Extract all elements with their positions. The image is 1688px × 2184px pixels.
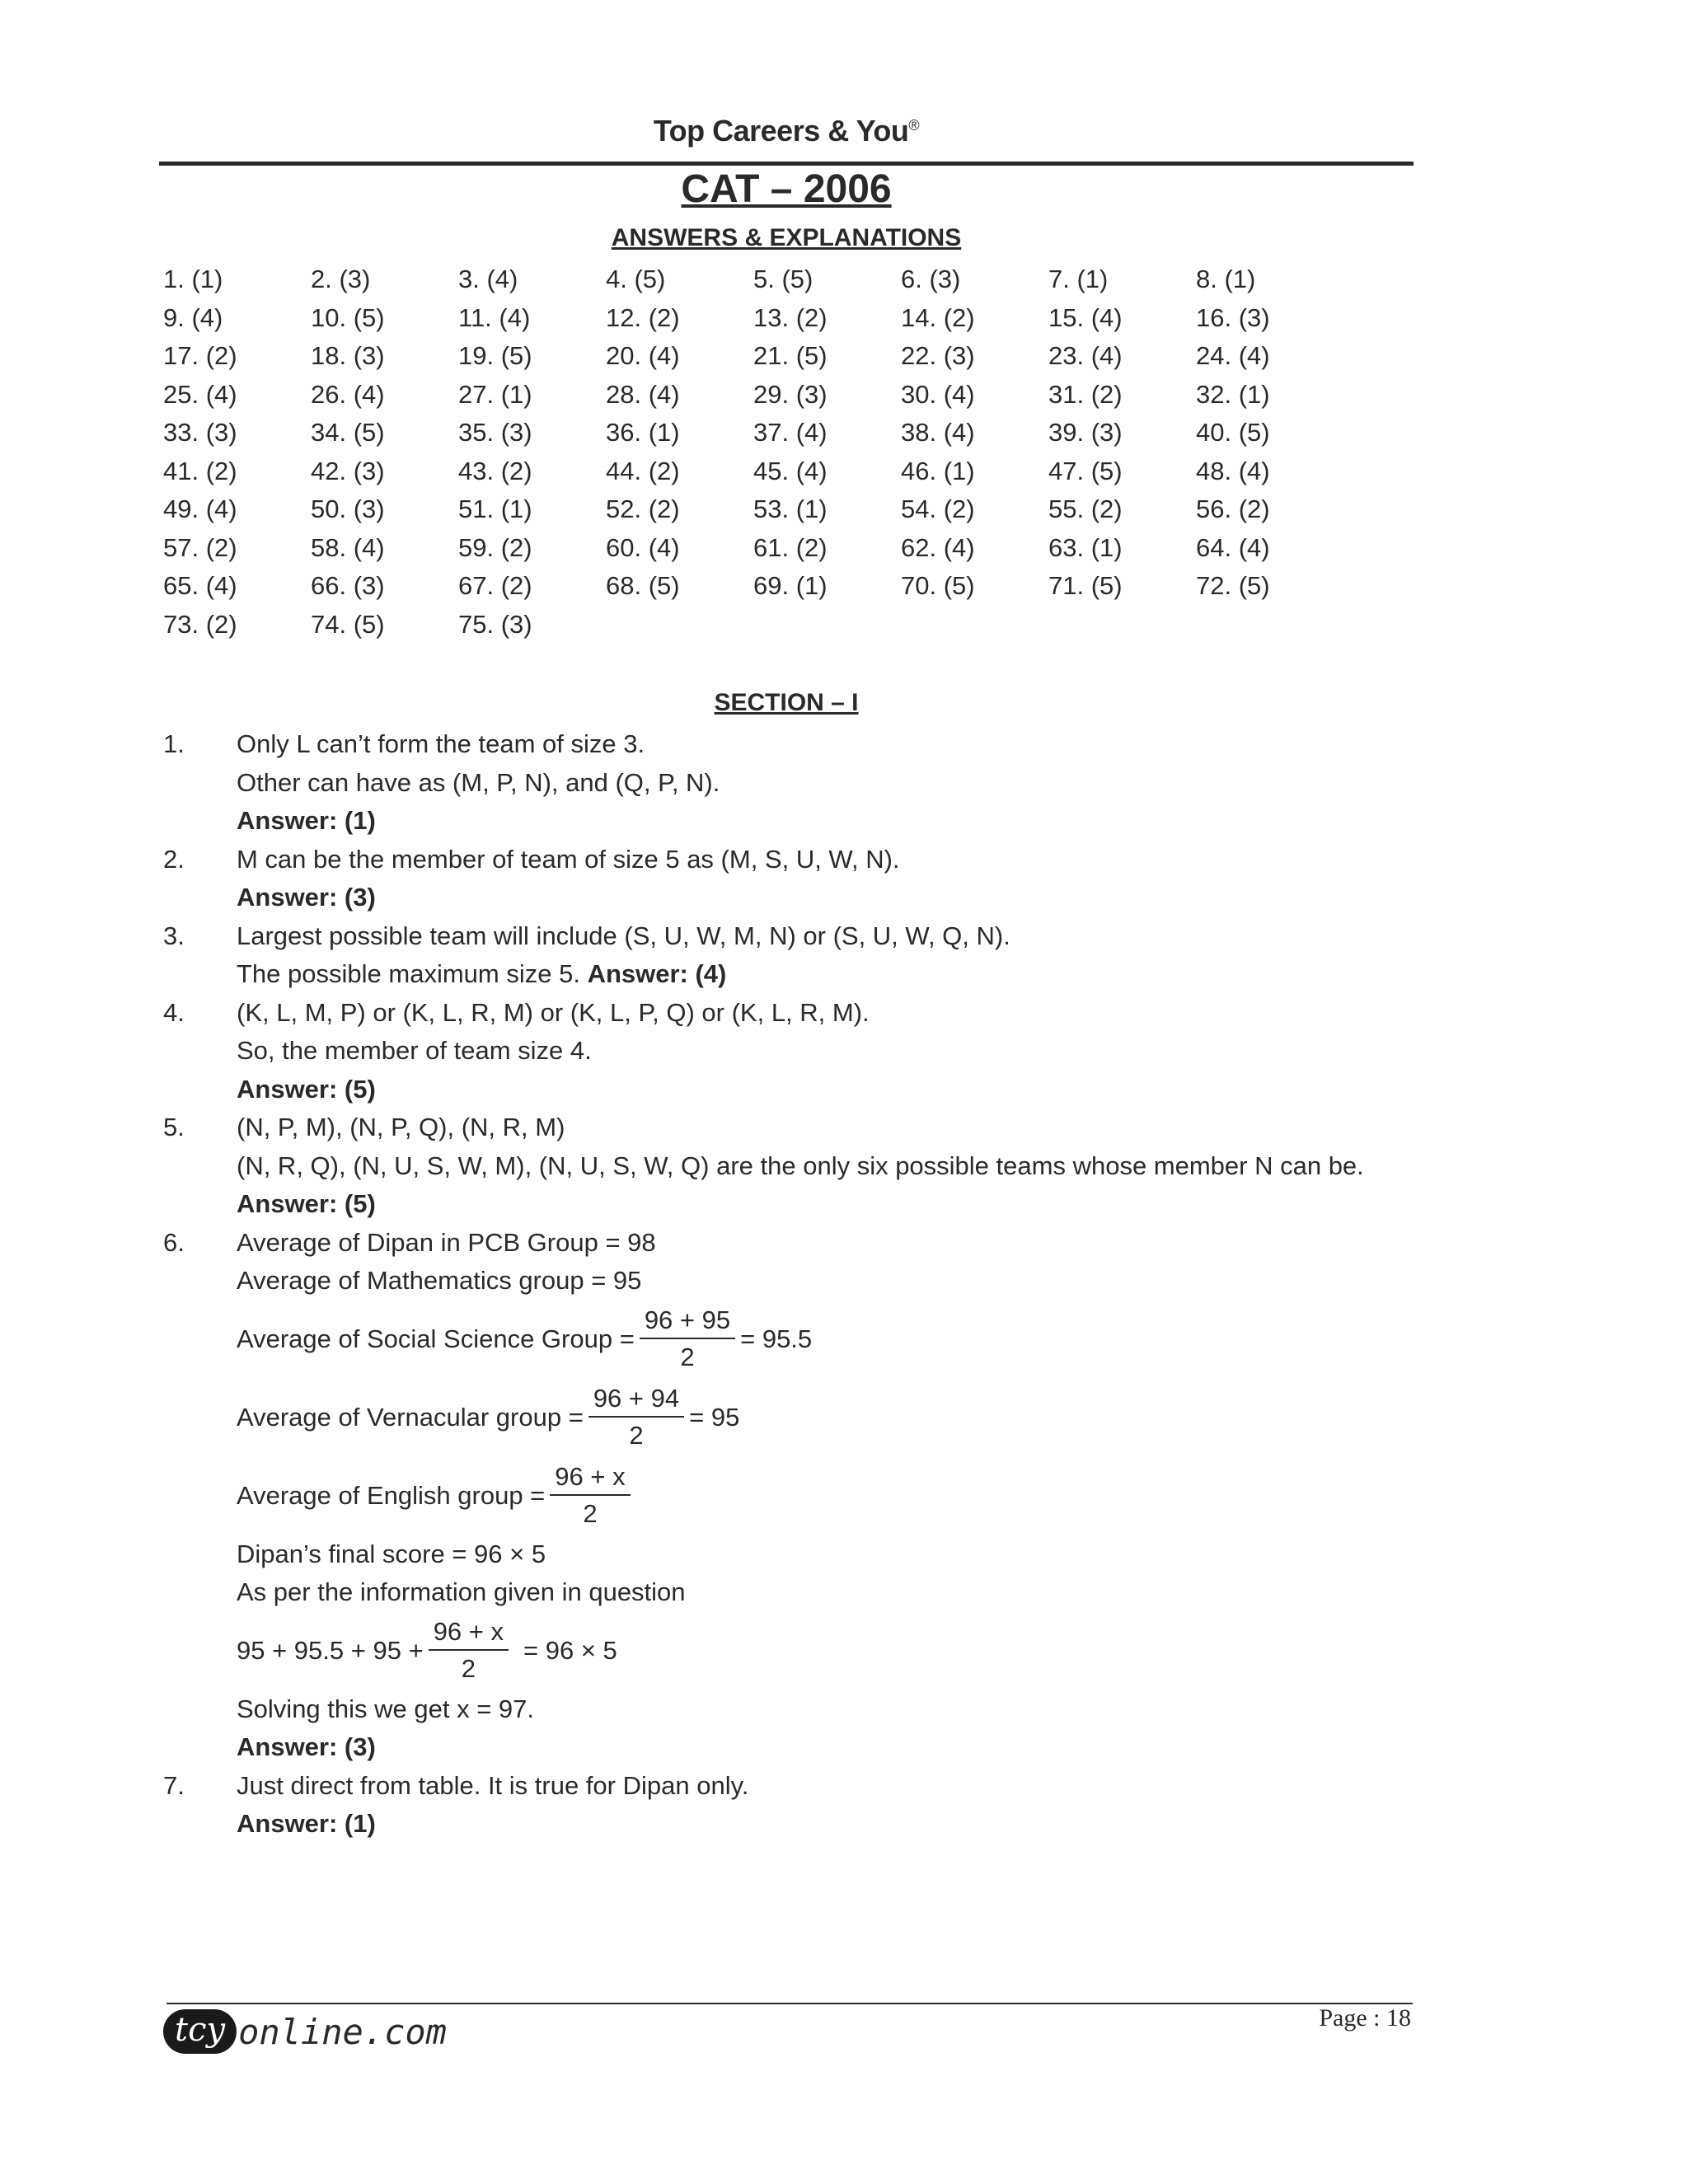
question-number: 4. bbox=[163, 997, 185, 1027]
fraction-denominator: 2 bbox=[461, 1654, 476, 1683]
answer-label: Answer: (5) bbox=[237, 1074, 376, 1104]
question-number: 2. bbox=[163, 844, 185, 874]
explanation-line bbox=[237, 955, 1416, 994]
question-1 bbox=[163, 725, 1416, 841]
answer-key-item: 30. (4) bbox=[901, 379, 975, 409]
answer-key-item: 58. (4) bbox=[311, 532, 385, 562]
answer-key-item: 9. (4) bbox=[163, 302, 223, 332]
answer-key-item: 47. (5) bbox=[1048, 456, 1123, 485]
answer-key-item: 36. (1) bbox=[606, 418, 680, 447]
answer-label: Answer: (4) bbox=[587, 959, 727, 988]
explanation-line: Average of Mathematics group = 95 bbox=[237, 1266, 642, 1295]
answer-key-item: 16. (3) bbox=[1196, 302, 1270, 332]
formula-label: Average of Social Science Group = bbox=[237, 1324, 635, 1353]
page-title: CAT – 2006 bbox=[681, 167, 892, 211]
answer-key-item: 20. (4) bbox=[606, 341, 680, 370]
question-number: 5. bbox=[163, 1113, 185, 1141]
answers-heading: ANSWERS & EXPLANATIONS bbox=[611, 224, 962, 251]
question-number: 6. bbox=[163, 1227, 185, 1257]
fraction bbox=[429, 1616, 509, 1685]
answer-key-item: 45. (4) bbox=[753, 456, 828, 485]
answer-key-item: 43. (2) bbox=[458, 456, 532, 485]
answer-key-item: 73. (2) bbox=[163, 609, 237, 639]
section-title: SECTION – I bbox=[714, 689, 859, 716]
answer-key-item: 34. (5) bbox=[311, 418, 385, 447]
answer-key-item: 26. (4) bbox=[311, 379, 385, 409]
answer-key-item: 2. (3) bbox=[311, 265, 371, 293]
answer-key-item: 67. (2) bbox=[458, 571, 532, 600]
fraction-numerator: 96 + 94 bbox=[588, 1383, 684, 1418]
answer-key-item: 42. (3) bbox=[311, 456, 385, 485]
fraction-denominator: 2 bbox=[583, 1499, 598, 1528]
answer-key-item: 23. (4) bbox=[1048, 341, 1123, 370]
answer-key-item: 66. (3) bbox=[311, 571, 385, 600]
fraction bbox=[588, 1383, 684, 1452]
formula-result: = 95.5 bbox=[740, 1324, 813, 1353]
social-science-formula bbox=[237, 1301, 1416, 1379]
formula-label: Average of English group = bbox=[237, 1481, 546, 1510]
answer-key-item: 65. (4) bbox=[163, 571, 237, 600]
answer-key-item: 1. (1) bbox=[163, 265, 223, 293]
fraction-numerator: 96 + x bbox=[429, 1616, 509, 1651]
vernacular-formula bbox=[237, 1379, 1416, 1457]
answer-key-item: 22. (3) bbox=[901, 341, 975, 370]
footer-rule bbox=[166, 2003, 1413, 2004]
fraction-denominator: 2 bbox=[629, 1421, 644, 1450]
answer-key-item: 40. (5) bbox=[1196, 418, 1270, 447]
answer-key-item: 18. (3) bbox=[311, 341, 385, 370]
answer-key-item: 70. (5) bbox=[901, 571, 975, 600]
answer-key-item: 41. (2) bbox=[163, 456, 237, 485]
english-formula bbox=[237, 1457, 1416, 1535]
answer-key-item: 62. (4) bbox=[901, 532, 975, 562]
question-6 bbox=[163, 1224, 1416, 1767]
fraction-numerator: 96 + 95 bbox=[640, 1305, 735, 1339]
formula-label: Average of Vernacular group = bbox=[237, 1403, 584, 1432]
answer-key-item: 35. (3) bbox=[458, 418, 532, 447]
answer-key-item: 57. (2) bbox=[163, 532, 237, 562]
answer-key-item: 37. (4) bbox=[753, 418, 828, 447]
answer-key-item: 31. (2) bbox=[1048, 379, 1123, 409]
question-7 bbox=[163, 1767, 1416, 1844]
answer-key-item: 6. (3) bbox=[901, 265, 961, 293]
question-2 bbox=[163, 841, 1416, 917]
answer-key-item: 49. (4) bbox=[163, 494, 237, 523]
answer-key-item: 25. (4) bbox=[163, 379, 237, 409]
question-5 bbox=[163, 1108, 1416, 1224]
brand-name: Top Careers & You bbox=[653, 114, 909, 148]
header-rule bbox=[159, 162, 1414, 166]
answer-key-item: 7. (1) bbox=[1048, 265, 1109, 293]
explanation-line: So, the member of team size 4. bbox=[237, 1036, 592, 1065]
explanations-list bbox=[163, 725, 1416, 1844]
question-4 bbox=[163, 994, 1416, 1109]
explanation-line: Other can have as (M, P, N), and (Q, P, N). bbox=[237, 767, 720, 797]
explanation-line: (K, L, M, P) or (K, L, R, M) or (K, L, P, Q) or (K, L, R, M). bbox=[237, 997, 870, 1027]
answer-key-item: 38. (4) bbox=[901, 418, 975, 447]
answer-key-item: 15. (4) bbox=[1048, 302, 1123, 332]
explanation-line: Dipan’s final score = 96 × 5 bbox=[237, 1539, 546, 1568]
answer-key-item: 21. (5) bbox=[753, 341, 828, 370]
answer-key-item: 17. (2) bbox=[163, 341, 237, 370]
brand-header bbox=[159, 114, 1414, 148]
fraction bbox=[640, 1305, 735, 1374]
question-number: 1. bbox=[163, 729, 185, 758]
answer-key-item: 60. (4) bbox=[606, 532, 680, 562]
explanation-line: Average of Dipan in PCB Group = 98 bbox=[237, 1227, 656, 1257]
fraction bbox=[550, 1461, 630, 1530]
answer-key-item: 64. (4) bbox=[1196, 532, 1270, 562]
answer-key-item: 32. (1) bbox=[1196, 379, 1270, 409]
explanation-line: M can be the member of team of size 5 as (M, S, U, W, N). bbox=[237, 844, 900, 874]
answer-key-item: 51. (1) bbox=[458, 494, 532, 523]
fraction-numerator: 96 + x bbox=[550, 1461, 630, 1496]
formula-label: 95 + 95.5 + 95 + bbox=[237, 1636, 424, 1665]
answer-key-item: 68. (5) bbox=[606, 571, 680, 600]
answer-label: Answer: (1) bbox=[237, 1809, 376, 1838]
answer-key-item: 44. (2) bbox=[606, 456, 680, 485]
answer-key-item: 19. (5) bbox=[458, 341, 532, 370]
answer-key-item: 63. (1) bbox=[1048, 532, 1123, 562]
fraction-denominator: 2 bbox=[680, 1343, 695, 1371]
equation-formula bbox=[237, 1612, 1416, 1690]
answer-key-item: 50. (3) bbox=[311, 494, 385, 523]
answer-key-item: 39. (3) bbox=[1048, 418, 1123, 447]
explanation-line: (N, R, Q), (N, U, S, W, M), (N, U, S, W, Q) are the only six possible teams whose member N can be. bbox=[237, 1151, 1364, 1180]
page-number: Page : 18 bbox=[1319, 2004, 1411, 2032]
answer-label: Answer: (3) bbox=[237, 883, 376, 912]
answer-key-item: 59. (2) bbox=[458, 532, 532, 562]
answer-key-item: 3. (4) bbox=[458, 265, 518, 293]
explanation-line: Only L can’t form the team of size 3. bbox=[237, 729, 645, 758]
formula-result: = 95 bbox=[689, 1403, 740, 1432]
answer-key-item: 61. (2) bbox=[753, 532, 828, 562]
answer-key-item: 5. (5) bbox=[753, 265, 814, 293]
logo-text: online.com bbox=[238, 2011, 447, 2052]
tcyonline-logo bbox=[163, 2009, 447, 2054]
answer-key-item: 55. (2) bbox=[1048, 494, 1123, 523]
answer-key-item: 33. (3) bbox=[163, 418, 237, 447]
explanation-line: (N, P, M), (N, P, Q), (N, R, M) bbox=[237, 1113, 565, 1141]
explanation-text: The possible maximum size 5. bbox=[237, 959, 580, 988]
answer-label: Answer: (1) bbox=[237, 806, 376, 835]
answer-key-item: 56. (2) bbox=[1196, 494, 1270, 523]
answer-key-item: 69. (1) bbox=[753, 571, 828, 600]
answer-key-item: 74. (5) bbox=[311, 609, 385, 639]
answer-key-item: 13. (2) bbox=[753, 302, 828, 332]
answer-key-item: 14. (2) bbox=[901, 302, 975, 332]
answer-key-item: 12. (2) bbox=[606, 302, 680, 332]
answer-key-item: 52. (2) bbox=[606, 494, 680, 523]
explanation-line: Just direct from table. It is true for Dipan only. bbox=[237, 1770, 749, 1800]
answer-key-item: 53. (1) bbox=[753, 494, 828, 523]
answer-key-item: 48. (4) bbox=[1196, 456, 1270, 485]
explanation-line: As per the information given in question bbox=[237, 1577, 686, 1606]
answer-label: Answer: (3) bbox=[237, 1732, 376, 1761]
answer-key-item: 54. (2) bbox=[901, 494, 975, 523]
answer-key-item: 71. (5) bbox=[1048, 571, 1123, 600]
explanation-line: Solving this we get x = 97. bbox=[237, 1694, 535, 1723]
answer-label: Answer: (5) bbox=[237, 1189, 376, 1218]
answer-key-item: 72. (5) bbox=[1196, 571, 1270, 600]
question-number: 7. bbox=[163, 1770, 185, 1800]
answer-key-item: 75. (3) bbox=[458, 609, 532, 639]
answer-key-item: 10. (5) bbox=[311, 302, 385, 332]
answer-key-item: 4. (5) bbox=[606, 265, 666, 293]
answer-key-item: 29. (3) bbox=[753, 379, 828, 409]
answer-key-item: 27. (1) bbox=[458, 379, 532, 409]
question-number: 3. bbox=[163, 921, 185, 950]
question-3 bbox=[163, 917, 1416, 994]
formula-result: = 96 × 5 bbox=[523, 1636, 617, 1665]
explanation-line: Largest possible team will include (S, U, W, M, N) or (S, U, W, Q, N). bbox=[237, 921, 1010, 950]
answer-key-item: 46. (1) bbox=[901, 456, 975, 485]
answer-key-grid bbox=[163, 260, 1343, 644]
answer-key-item: 24. (4) bbox=[1196, 341, 1270, 370]
logo-badge: tcy bbox=[163, 2009, 237, 2054]
answer-key-item: 28. (4) bbox=[606, 379, 680, 409]
answer-key-item: 11. (4) bbox=[458, 302, 531, 332]
registered-mark: ® bbox=[908, 117, 920, 134]
answer-key-item: 8. (1) bbox=[1196, 265, 1256, 293]
